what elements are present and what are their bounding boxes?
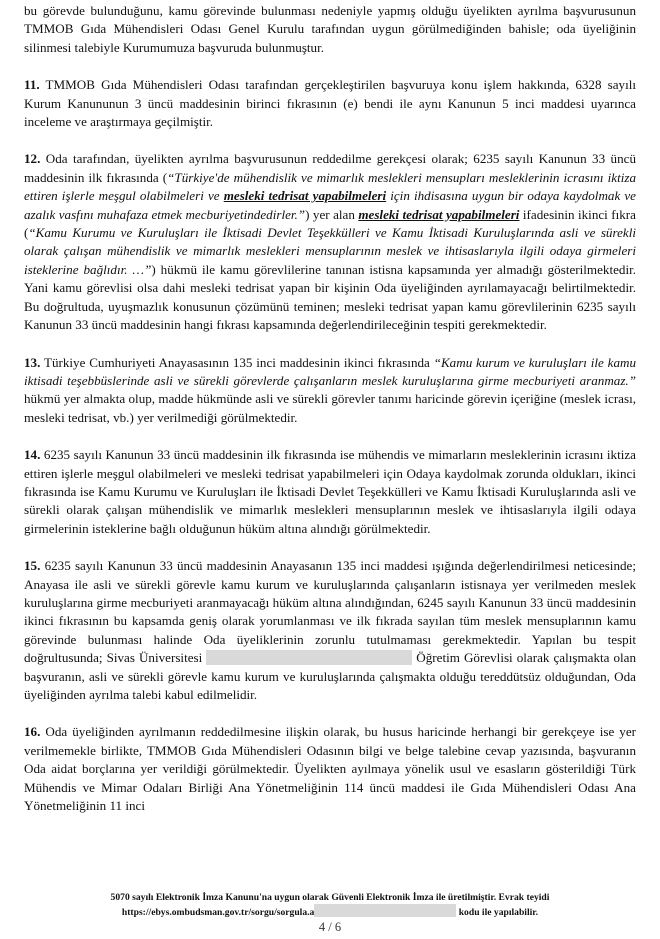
footer-text: kodu ile yapılabilir. <box>456 907 539 918</box>
verification-url: https://ebys.ombudsman.gov.tr/sorgu/sorgula.a <box>121 907 315 918</box>
paragraph-text: ) yer alan <box>305 206 359 222</box>
paragraph-text: ) hükmü ile kamu görevlilerine tanınan istisna kapsamında yer almadığı gösterilmektedir. Yani kamu görevlisi olsa dahi mesleki tedrisat yapan bir kişinin Oda üyeliğinden ayrılamayacağı belirtilmektedir. Bu doğrultuda, uyuşmazlık konusunun çözümünü teminen; mesleki tedrisat yapan kamu görevlilerinin 6235 sayılı Kanunun 33 üncü maddesinin hangi fıkrası kapsamında değerlendirileceğinin tespiti gerekmektedir. <box>24 261 636 333</box>
paragraph-text: Oda tarafından, üyelikten ayrılma başvurusunun reddedilme gerekçesi olarak; 6235 sayılı Kanunun 33 üncü maddesinin ilk fıkrasında ( <box>24 151 636 185</box>
paragraph-number: 11. <box>24 77 40 93</box>
e-signature-footer <box>0 891 660 919</box>
paragraph-text: 6235 sayılı Kanunun 33 üncü maddesinin ilk fıkrasında ise mühendis ve mimarların mesleklerinin icrasını iktiza ettiren işlerle meşgul olabilmeleri ve mesleki tedrisat yapabilmeleri için Odaya kaydolmak zorunda oldukları, ikinci fıkrasında ise Kamu Kurumu ve Kuruluşları ile İktisadi Devlet Teşekkülleri ve Kamu İktisadi Kuruluşlarında asli ve sürekli olarak çalışan mühendislik ve mimarlık meslekleri mensuplarının meslek ve ihtisaslarıyla ilgili odaya girmelerinin isteklerine bağlı olduğunun hüküm altına alındığı görülmektedir. <box>24 447 636 536</box>
paragraph-16 <box>24 723 636 815</box>
paragraph-13 <box>24 354 636 428</box>
page-number: 4 / 6 <box>318 920 342 934</box>
footer-line-1: 5070 sayılı Elektronik İmza Kanunu'na uygun olarak Güvenli Elektronik İmza ile üretilmiştir. Evrak teyidi <box>110 892 550 903</box>
paragraph-12 <box>24 150 636 334</box>
law-quote: için ihdisasına uygun bir odaya kaydolmak ve azalık vasfını muhafaza etmek mecburiyetindedirler.” <box>24 188 636 222</box>
paragraph-number: 12. <box>24 151 41 167</box>
paragraph-text: TMMOB Gıda Mühendisleri Odası tarafından gerçekleştirilen başvuruya konu işlem hakkında, 6328 sayılı Kurum Kanununun 3 üncü maddesinin birinci fıkrasının (e) bendi ile aynı Kanunun 5 inci maddesi uyarınca inceleme ve araştırmaya geçilmiştir. <box>24 77 636 130</box>
paragraph-11 <box>24 76 636 131</box>
paragraph-text: 6235 sayılı Kanunun 33 üncü maddesinin Anayasanın 135 inci maddesi ışığında değerlendirilmesi neticesinde; Anayasa ile asli ve sürekli görevle kamu kurum ve kuruluşlarında çalışanların istisnaya yer verilmeden meslek kuruluşlarına girme mecburiyeti aranmayacağı hüküm altına alındığından, 6245 sayılı Kanunun 33 üncü maddesinin ikinci fıkrasının bu kapsamda geniş olarak yorumlanması ve ilk fıkrada sayılan tüm meslek mensuplarının kamu görevinde bulunması halinde Oda üyeliklerinin zorunlu tutulmaması gerekmektedir. Yapılan bu tespit doğrultusunda; Sivas Üniversitesi <box>24 558 636 666</box>
law-quote: “Kamu Kurumu ve Kuruluşları ile İktisadi Devlet Teşekkülleri ve Kamu İktisadi Kuruluşlarında asli ve sürekli olarak çalışan mühendislik ve mimarlık meslekleri mensuplarının meslek ve ihtisaslarıyla ilgili odaya girmeleri isteklerine bağlıdır. …” <box>24 225 636 277</box>
paragraph-number: 15. <box>24 558 41 574</box>
footer-line-2 <box>0 904 660 919</box>
paragraph-text: Oda üyeliğinden ayrılmanın reddedilmesine ilişkin olarak, bu husus haricinde herhangi bir gerekçeye ise yer verilmemekle birlikte, TMMOB Gıda Mühendisleri Odasının bilgi ve belge talebine cevap yazısında, başvuranın Oda aidat borçlarına yer verildiği görülmektedir. Üyelikten ayılmaya yönelik usul ve esasların gösterildiği Türk Mühendis ve Mimar Odaları Birliği Ana Yönetmeliğinin 114 üncü maddesi ile Gıda Mühendisleri Odası Ana Yönetmeliğinin 11 inci <box>24 724 636 814</box>
paragraph-15 <box>24 557 636 704</box>
paragraph-text: Öğretim Görevlisi olarak çalışmakta olan başvuranın, asli ve sürekli görevle kamu kurum ve kuruluşlarında çalışmakta olduğu tereddütsüz olduğundan, Oda üyeliğinden ayrılma talebi kabul edilmelidir. <box>24 650 637 702</box>
redaction-box <box>314 904 456 917</box>
constitution-quote: “Kamu kurum ve kuruluşları ile kamu iktisadi teşebbüslerinde asli ve sürekli görevlerde çalışanların meslek kuruluşlarına girme mecburiyeti aranmaz.” <box>24 354 636 388</box>
law-quote: “Türkiye'de mühendislik ve mimarlık meslekleri mensupları mesleklerinin icrasını iktiza ettiren işlerle meşgul olabilmeleri ve <box>24 169 636 204</box>
paragraph-14 <box>24 446 636 538</box>
document-body <box>24 2 636 815</box>
paragraph-text: Türkiye Cumhuriyeti Anayasasının 135 inci maddesinin ikinci fıkrasında <box>40 354 434 370</box>
emphasized-phrase: mesleki tedrisat yapabilmeleri <box>358 206 520 222</box>
emphasized-phrase: mesleki tedrisat yapabilmeleri <box>223 188 387 204</box>
redaction-box <box>206 650 412 665</box>
paragraph-number: 13. <box>24 354 41 370</box>
paragraph-text: bu görevde bulunduğunu, kamu görevinde bulunması nedeniyle yapmış olduğu üyelikten ayrılma başvurusunun TMMOB Gıda Mühendisleri Odası Genel Kurulu tarafından uygun görülmediğinden bahisle; oda üyeliğinin silinmesi talebiyle Kurumumuza başvuruda bulunmuştur. <box>24 3 636 55</box>
paragraph-text: ifadesinin ikinci fıkra ( <box>24 206 636 241</box>
paragraph-text: hükmü yer almakta olup, madde hükmünde asli ve sürekli görevler tanımı haricinde görevin içeriğine (meslek icrası, mesleki tedrisat, vb.) yer verilmediği görülmektedir. <box>24 391 636 425</box>
paragraph-10-continuation <box>24 2 636 57</box>
paragraph-number: 16. <box>24 724 41 740</box>
paragraph-number: 14. <box>24 447 41 463</box>
